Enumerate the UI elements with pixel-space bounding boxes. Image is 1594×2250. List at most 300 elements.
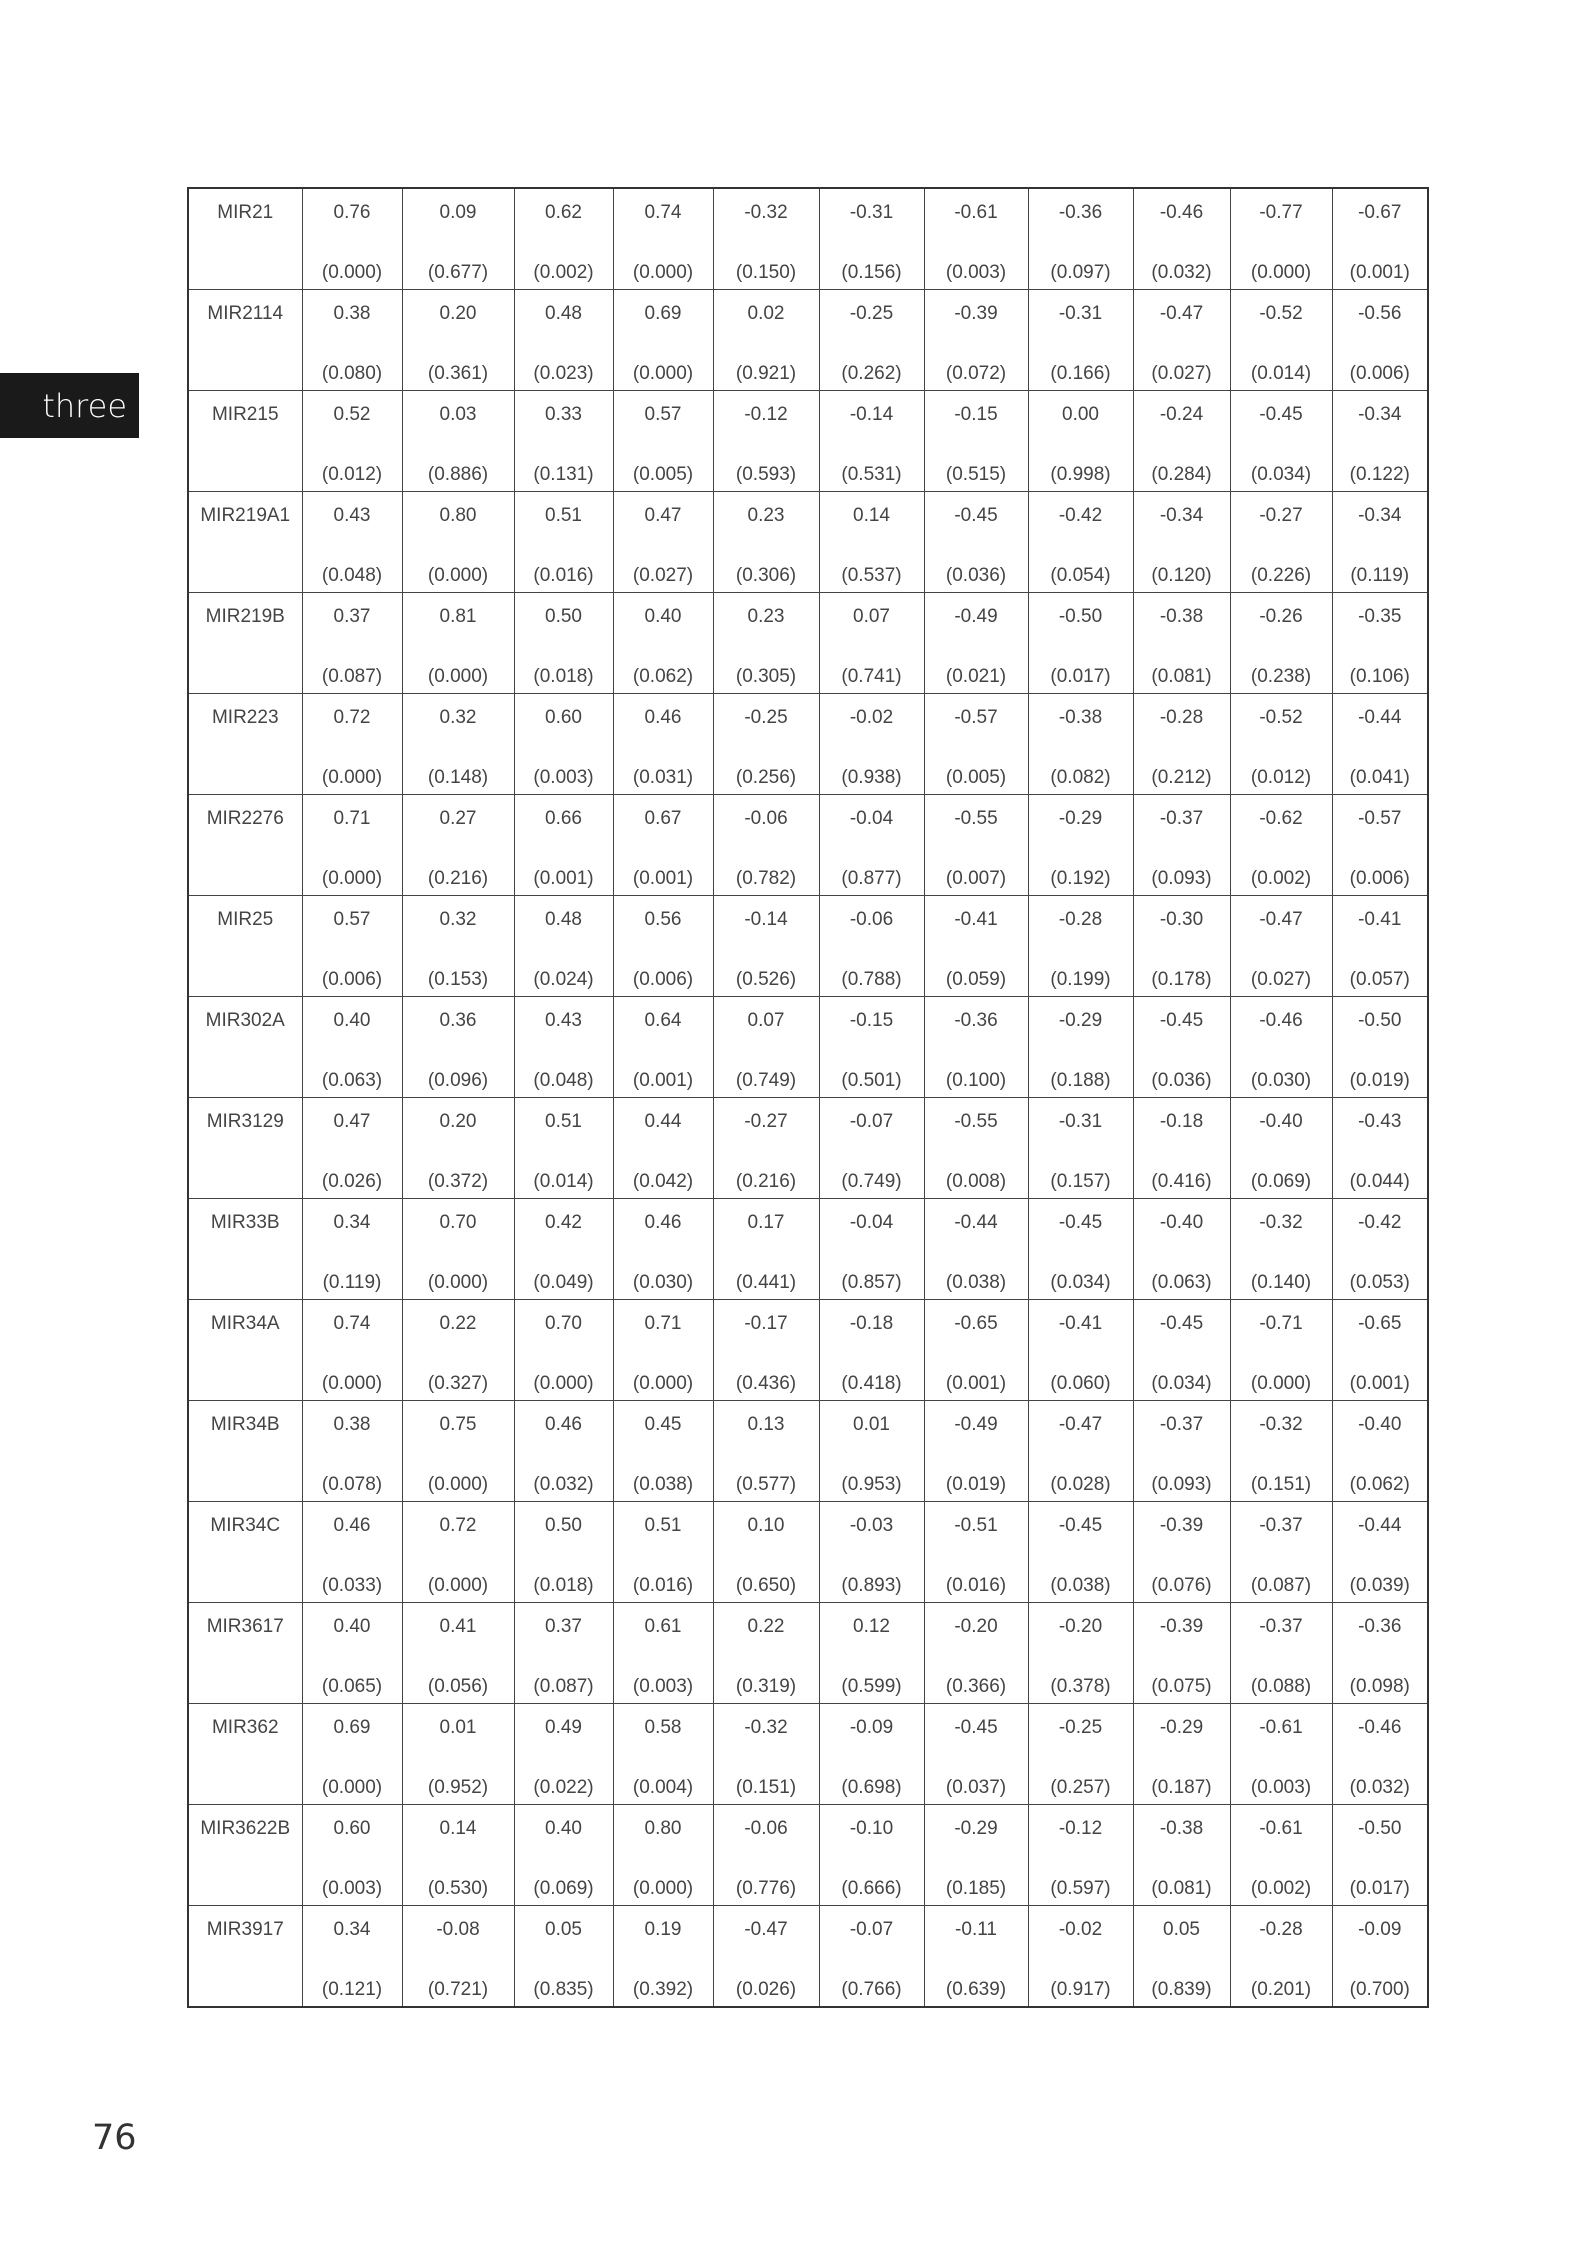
- correlation-value: 0.22: [439, 1313, 477, 1334]
- value-cell: [613, 694, 713, 795]
- p-value: (0.080): [321, 363, 383, 384]
- gene-name-cell: [188, 997, 302, 1098]
- correlation-value: -0.41: [1358, 909, 1402, 930]
- p-value: (0.436): [735, 1373, 797, 1394]
- correlation-value: 0.46: [333, 1515, 371, 1536]
- p-value: (0.062): [632, 666, 694, 687]
- p-value: (0.000): [321, 1777, 383, 1798]
- p-value: (0.063): [321, 1070, 383, 1091]
- p-value: (0.782): [735, 868, 797, 889]
- p-value: (0.000): [632, 363, 694, 384]
- correlation-value: -0.41: [954, 909, 998, 930]
- value-cell: [713, 492, 819, 593]
- value-cell: [302, 1401, 402, 1502]
- p-value: (0.012): [1250, 767, 1312, 788]
- p-value: (0.776): [735, 1878, 797, 1899]
- correlation-value: 0.02: [747, 303, 785, 324]
- value-cell: [302, 391, 402, 492]
- p-value: (0.000): [321, 868, 383, 889]
- p-value: (0.063): [1151, 1272, 1212, 1293]
- p-value: (0.021): [945, 666, 1007, 687]
- value-cell: [402, 1603, 514, 1704]
- p-value: (0.027): [632, 565, 694, 586]
- value-cell: [1133, 188, 1230, 290]
- p-value: (0.537): [841, 565, 902, 586]
- p-value: (0.054): [1050, 565, 1111, 586]
- gene-name-cell: [188, 188, 302, 290]
- correlation-value: -0.37: [1259, 1616, 1303, 1637]
- correlation-value: -0.18: [1159, 1111, 1204, 1132]
- correlation-value: -0.29: [1159, 1717, 1204, 1738]
- table-row: [188, 1300, 1428, 1401]
- correlation-value: 0.17: [747, 1212, 785, 1233]
- p-value: (0.008): [945, 1171, 1007, 1192]
- value-cell: [302, 1805, 402, 1906]
- p-value: (0.026): [321, 1171, 383, 1192]
- correlation-value: -0.50: [1358, 1818, 1402, 1839]
- value-cell: [613, 997, 713, 1098]
- value-cell: [1028, 188, 1133, 290]
- correlation-value: -0.36: [1058, 202, 1103, 223]
- value-cell: [402, 593, 514, 694]
- correlation-value: 0.61: [644, 1616, 682, 1637]
- p-value: (0.002): [533, 262, 594, 283]
- correlation-value: -0.04: [849, 808, 894, 829]
- p-value: (0.327): [427, 1373, 489, 1394]
- p-value: (0.030): [632, 1272, 694, 1293]
- p-value: (0.096): [427, 1070, 489, 1091]
- value-cell: [1230, 1098, 1332, 1199]
- value-cell: [819, 1805, 924, 1906]
- p-value: (0.877): [841, 868, 902, 889]
- gene-name: MIR25: [217, 909, 274, 930]
- correlation-value: 0.10: [747, 1515, 785, 1536]
- value-cell: [924, 694, 1028, 795]
- correlation-value: -0.55: [954, 1111, 998, 1132]
- p-value: (0.120): [1151, 565, 1212, 586]
- correlation-value: -0.67: [1358, 202, 1402, 223]
- correlation-value: 0.40: [545, 1818, 582, 1839]
- p-value: (0.012): [321, 464, 383, 485]
- value-cell: [402, 391, 514, 492]
- correlation-value: -0.55: [954, 808, 998, 829]
- gene-name: MIR223: [211, 707, 279, 728]
- correlation-value: 0.22: [747, 1616, 785, 1637]
- p-value: (0.000): [632, 1878, 694, 1899]
- table-row: [188, 1098, 1428, 1199]
- value-cell: [1028, 694, 1133, 795]
- table-row: [188, 1906, 1428, 2008]
- value-cell: [514, 290, 613, 391]
- value-cell: [1332, 1401, 1428, 1502]
- correlation-value: 0.05: [545, 1919, 582, 1940]
- correlation-value: -0.40: [1358, 1414, 1402, 1435]
- value-cell: [402, 795, 514, 896]
- value-cell: [924, 1805, 1028, 1906]
- p-value: (0.048): [533, 1070, 594, 1091]
- value-cell: [819, 997, 924, 1098]
- value-cell: [613, 1300, 713, 1401]
- p-value: (0.088): [1250, 1676, 1312, 1697]
- correlation-value: -0.20: [1058, 1616, 1103, 1637]
- correlation-value: 0.27: [439, 808, 477, 829]
- p-value: (0.998): [1050, 464, 1111, 485]
- correlation-value: 0.57: [644, 404, 682, 425]
- value-cell: [1230, 1906, 1332, 2008]
- p-value: (0.749): [735, 1070, 797, 1091]
- correlation-value: -0.57: [1358, 808, 1402, 829]
- p-value: (0.018): [533, 666, 594, 687]
- p-value: (0.016): [632, 1575, 694, 1596]
- correlation-value: -0.52: [1259, 303, 1303, 324]
- p-value: (0.032): [1151, 262, 1212, 283]
- p-value: (0.001): [1349, 1373, 1410, 1394]
- gene-name-cell: [188, 795, 302, 896]
- p-value: (0.034): [1050, 1272, 1111, 1293]
- value-cell: [1332, 1300, 1428, 1401]
- value-cell: [819, 694, 924, 795]
- correlation-value: 0.51: [545, 1111, 582, 1132]
- correlation-value: 0.00: [1062, 404, 1099, 425]
- value-cell: [613, 795, 713, 896]
- p-value: (0.178): [1151, 969, 1212, 990]
- value-cell: [302, 1199, 402, 1300]
- value-cell: [1332, 593, 1428, 694]
- value-cell: [819, 1199, 924, 1300]
- value-cell: [1133, 593, 1230, 694]
- correlation-value: -0.32: [744, 1717, 788, 1738]
- value-cell: [302, 997, 402, 1098]
- value-cell: [713, 1502, 819, 1603]
- value-cell: [613, 1603, 713, 1704]
- value-cell: [1230, 593, 1332, 694]
- correlation-value: -0.45: [954, 505, 998, 526]
- correlation-value: -0.45: [954, 1717, 998, 1738]
- correlation-value: 0.52: [333, 404, 371, 425]
- correlation-value: -0.17: [744, 1313, 788, 1334]
- value-cell: [924, 1502, 1028, 1603]
- gene-name-cell: [188, 1603, 302, 1704]
- value-cell: [402, 290, 514, 391]
- p-value: (0.032): [1349, 1777, 1410, 1798]
- value-cell: [1028, 1704, 1133, 1805]
- gene-name: MIR34B: [210, 1414, 280, 1435]
- correlation-value: 0.71: [333, 808, 371, 829]
- p-value: (0.000): [321, 767, 383, 788]
- correlation-value: -0.42: [1058, 505, 1103, 526]
- correlation-value: -0.04: [849, 1212, 894, 1233]
- value-cell: [924, 492, 1028, 593]
- p-value: (0.839): [1151, 1979, 1212, 2000]
- value-cell: [924, 1300, 1028, 1401]
- value-cell: [1230, 391, 1332, 492]
- gene-name: MIR302A: [205, 1010, 285, 1031]
- value-cell: [819, 1603, 924, 1704]
- p-value: (0.119): [322, 1272, 382, 1293]
- gene-name: MIR3617: [206, 1616, 284, 1637]
- value-cell: [924, 1098, 1028, 1199]
- p-value: (0.741): [841, 666, 902, 687]
- correlation-value: 0.36: [439, 1010, 477, 1031]
- value-cell: [1028, 1603, 1133, 1704]
- value-cell: [819, 290, 924, 391]
- correlation-value: -0.29: [954, 1818, 998, 1839]
- correlation-value: 0.47: [333, 1111, 371, 1132]
- value-cell: [402, 1401, 514, 1502]
- p-value: (0.677): [427, 262, 489, 283]
- value-cell: [1332, 290, 1428, 391]
- value-cell: [819, 593, 924, 694]
- p-value: (0.069): [1250, 1171, 1312, 1192]
- p-value: (0.059): [945, 969, 1007, 990]
- correlation-value: -0.43: [1358, 1111, 1402, 1132]
- p-value: (0.006): [632, 969, 694, 990]
- value-cell: [402, 188, 514, 290]
- correlation-value: -0.38: [1159, 1818, 1204, 1839]
- value-cell: [924, 593, 1028, 694]
- correlation-value: -0.29: [1058, 808, 1103, 829]
- value-cell: [302, 1603, 402, 1704]
- correlation-value: -0.42: [1358, 1212, 1402, 1233]
- value-cell: [613, 1805, 713, 1906]
- correlation-value: 0.50: [545, 1515, 582, 1536]
- p-value: (0.001): [945, 1373, 1007, 1394]
- value-cell: [302, 1300, 402, 1401]
- p-value: (0.014): [533, 1171, 594, 1192]
- value-cell: [1332, 997, 1428, 1098]
- value-cell: [402, 896, 514, 997]
- correlation-value: 0.20: [439, 303, 477, 324]
- page-number: 76: [92, 2118, 137, 2158]
- value-cell: [1230, 1704, 1332, 1805]
- correlation-value: 0.48: [545, 909, 582, 930]
- p-value: (0.041): [1349, 767, 1410, 788]
- correlation-value: -0.37: [1159, 1414, 1204, 1435]
- correlation-value: 0.20: [439, 1111, 477, 1132]
- table-row: [188, 997, 1428, 1098]
- value-cell: [302, 290, 402, 391]
- value-cell: [302, 1502, 402, 1603]
- value-cell: [1230, 896, 1332, 997]
- p-value: (0.188): [1050, 1070, 1111, 1091]
- value-cell: [819, 492, 924, 593]
- correlation-value: -0.27: [744, 1111, 788, 1132]
- correlation-value: 0.72: [439, 1515, 477, 1536]
- gene-name: MIR3622B: [200, 1818, 291, 1839]
- value-cell: [924, 896, 1028, 997]
- value-cell: [819, 1704, 924, 1805]
- p-value: (0.032): [533, 1474, 594, 1495]
- p-value: (0.000): [321, 262, 383, 283]
- correlation-value: -0.27: [1259, 505, 1303, 526]
- p-value: (0.016): [533, 565, 594, 586]
- correlation-value: -0.52: [1259, 707, 1303, 728]
- correlation-value: 0.13: [747, 1414, 785, 1435]
- value-cell: [1133, 391, 1230, 492]
- value-cell: [1133, 997, 1230, 1098]
- value-cell: [1133, 1401, 1230, 1502]
- p-value: (0.372): [427, 1171, 489, 1192]
- gene-name: MIR215: [211, 404, 279, 425]
- correlation-value: 0.41: [439, 1616, 477, 1637]
- p-value: (0.593): [735, 464, 797, 485]
- correlation-value: 0.76: [333, 202, 371, 223]
- correlation-value: 0.42: [545, 1212, 582, 1233]
- gene-name-cell: [188, 694, 302, 795]
- table-row: [188, 896, 1428, 997]
- p-value: (0.056): [427, 1676, 489, 1697]
- gene-name: MIR3129: [206, 1111, 284, 1132]
- p-value: (0.093): [1151, 1474, 1212, 1495]
- correlation-value: -0.46: [1159, 202, 1204, 223]
- p-value: (0.003): [533, 767, 594, 788]
- p-value: (0.000): [427, 1272, 489, 1293]
- p-value: (0.062): [1349, 1474, 1410, 1495]
- correlation-value: -0.26: [1259, 606, 1303, 627]
- gene-name-cell: [188, 896, 302, 997]
- p-value: (0.192): [1050, 868, 1111, 889]
- p-value: (0.361): [427, 363, 489, 384]
- value-cell: [1332, 1805, 1428, 1906]
- table-row: [188, 1502, 1428, 1603]
- table-row: [188, 1805, 1428, 1906]
- p-value: (0.121): [321, 1979, 383, 2000]
- p-value: (0.000): [632, 262, 694, 283]
- value-cell: [402, 1704, 514, 1805]
- correlation-value: 0.60: [333, 1818, 371, 1839]
- p-value: (0.037): [945, 1777, 1007, 1798]
- value-cell: [713, 1300, 819, 1401]
- gene-name-cell: [188, 1502, 302, 1603]
- value-cell: [514, 1300, 613, 1401]
- gene-name-cell: [188, 492, 302, 593]
- p-value: (0.014): [1250, 363, 1312, 384]
- correlation-value: -0.12: [744, 404, 788, 425]
- correlation-value: -0.57: [954, 707, 998, 728]
- correlation-value: 0.03: [439, 404, 477, 425]
- value-cell: [514, 188, 613, 290]
- value-cell: [514, 593, 613, 694]
- p-value: (0.893): [841, 1575, 902, 1596]
- value-cell: [302, 795, 402, 896]
- value-cell: [1133, 896, 1230, 997]
- value-cell: [1230, 694, 1332, 795]
- p-value: (0.030): [1250, 1070, 1312, 1091]
- correlation-value: -0.09: [1358, 1919, 1402, 1940]
- correlation-value: 0.05: [1163, 1919, 1200, 1940]
- value-cell: [402, 1502, 514, 1603]
- value-cell: [1230, 188, 1332, 290]
- correlation-value: -0.45: [1259, 404, 1303, 425]
- value-cell: [1133, 290, 1230, 391]
- p-value: (0.034): [1250, 464, 1312, 485]
- p-value: (0.257): [1050, 1777, 1111, 1798]
- value-cell: [1028, 1805, 1133, 1906]
- value-cell: [514, 1502, 613, 1603]
- value-cell: [1230, 997, 1332, 1098]
- p-value: (0.065): [321, 1676, 383, 1697]
- p-value: (0.577): [735, 1474, 797, 1495]
- correlation-value: -0.47: [1058, 1414, 1103, 1435]
- value-cell: [713, 694, 819, 795]
- value-cell: [1028, 795, 1133, 896]
- p-value: (0.392): [632, 1979, 694, 2000]
- p-value: (0.366): [945, 1676, 1007, 1697]
- p-value: (0.000): [427, 565, 489, 586]
- p-value: (0.087): [321, 666, 383, 687]
- correlation-value: -0.06: [849, 909, 894, 930]
- p-value: (0.000): [533, 1373, 594, 1394]
- correlation-value: -0.61: [1259, 1818, 1303, 1839]
- value-cell: [1133, 1098, 1230, 1199]
- table-row: [188, 188, 1428, 290]
- correlation-value: -0.47: [744, 1919, 788, 1940]
- correlation-value: 0.80: [439, 505, 477, 526]
- p-value: (0.122): [1349, 464, 1410, 485]
- value-cell: [514, 1704, 613, 1805]
- value-cell: [613, 1502, 713, 1603]
- p-value: (0.038): [1050, 1575, 1111, 1596]
- correlation-value: 0.70: [439, 1212, 477, 1233]
- p-value: (0.921): [735, 363, 797, 384]
- value-cell: [1332, 1502, 1428, 1603]
- correlation-value: 0.50: [545, 606, 582, 627]
- p-value: (0.019): [945, 1474, 1007, 1495]
- p-value: (0.100): [945, 1070, 1007, 1091]
- correlation-value: 0.01: [439, 1717, 477, 1738]
- p-value: (0.087): [533, 1676, 594, 1697]
- value-cell: [713, 997, 819, 1098]
- p-value: (0.019): [1349, 1070, 1410, 1091]
- correlation-value: 0.70: [545, 1313, 582, 1334]
- correlation-value: 0.07: [853, 606, 890, 627]
- p-value: (0.027): [1151, 363, 1212, 384]
- value-cell: [1332, 492, 1428, 593]
- p-value: (0.917): [1050, 1979, 1111, 2000]
- correlation-value: -0.44: [954, 1212, 998, 1233]
- p-value: (0.515): [945, 464, 1007, 485]
- gene-name: MIR33B: [210, 1212, 280, 1233]
- p-value: (0.238): [1250, 666, 1312, 687]
- p-value: (0.201): [1250, 1979, 1312, 2000]
- correlation-value: -0.02: [1058, 1919, 1103, 1940]
- value-cell: [402, 1805, 514, 1906]
- p-value: (0.216): [735, 1171, 797, 1192]
- correlation-value: 0.58: [644, 1717, 682, 1738]
- p-value: (0.006): [321, 969, 383, 990]
- value-cell: [1332, 1603, 1428, 1704]
- value-cell: [1028, 1401, 1133, 1502]
- gene-name: MIR2114: [207, 303, 284, 324]
- gene-name-cell: [188, 1098, 302, 1199]
- correlation-value: -0.32: [744, 202, 788, 223]
- value-cell: [713, 1199, 819, 1300]
- value-cell: [302, 593, 402, 694]
- p-value: (0.721): [427, 1979, 489, 2000]
- p-value: (0.378): [1050, 1676, 1111, 1697]
- gene-name-cell: [188, 391, 302, 492]
- correlation-value: -0.38: [1058, 707, 1103, 728]
- correlation-value: 0.19: [644, 1919, 682, 1940]
- p-value: (0.698): [841, 1777, 902, 1798]
- table-row: [188, 593, 1428, 694]
- value-cell: [819, 795, 924, 896]
- gene-name-cell: [188, 1805, 302, 1906]
- correlation-value: 0.23: [747, 606, 785, 627]
- value-cell: [924, 391, 1028, 492]
- correlation-value: -0.32: [1259, 1414, 1303, 1435]
- correlation-value: -0.56: [1358, 303, 1402, 324]
